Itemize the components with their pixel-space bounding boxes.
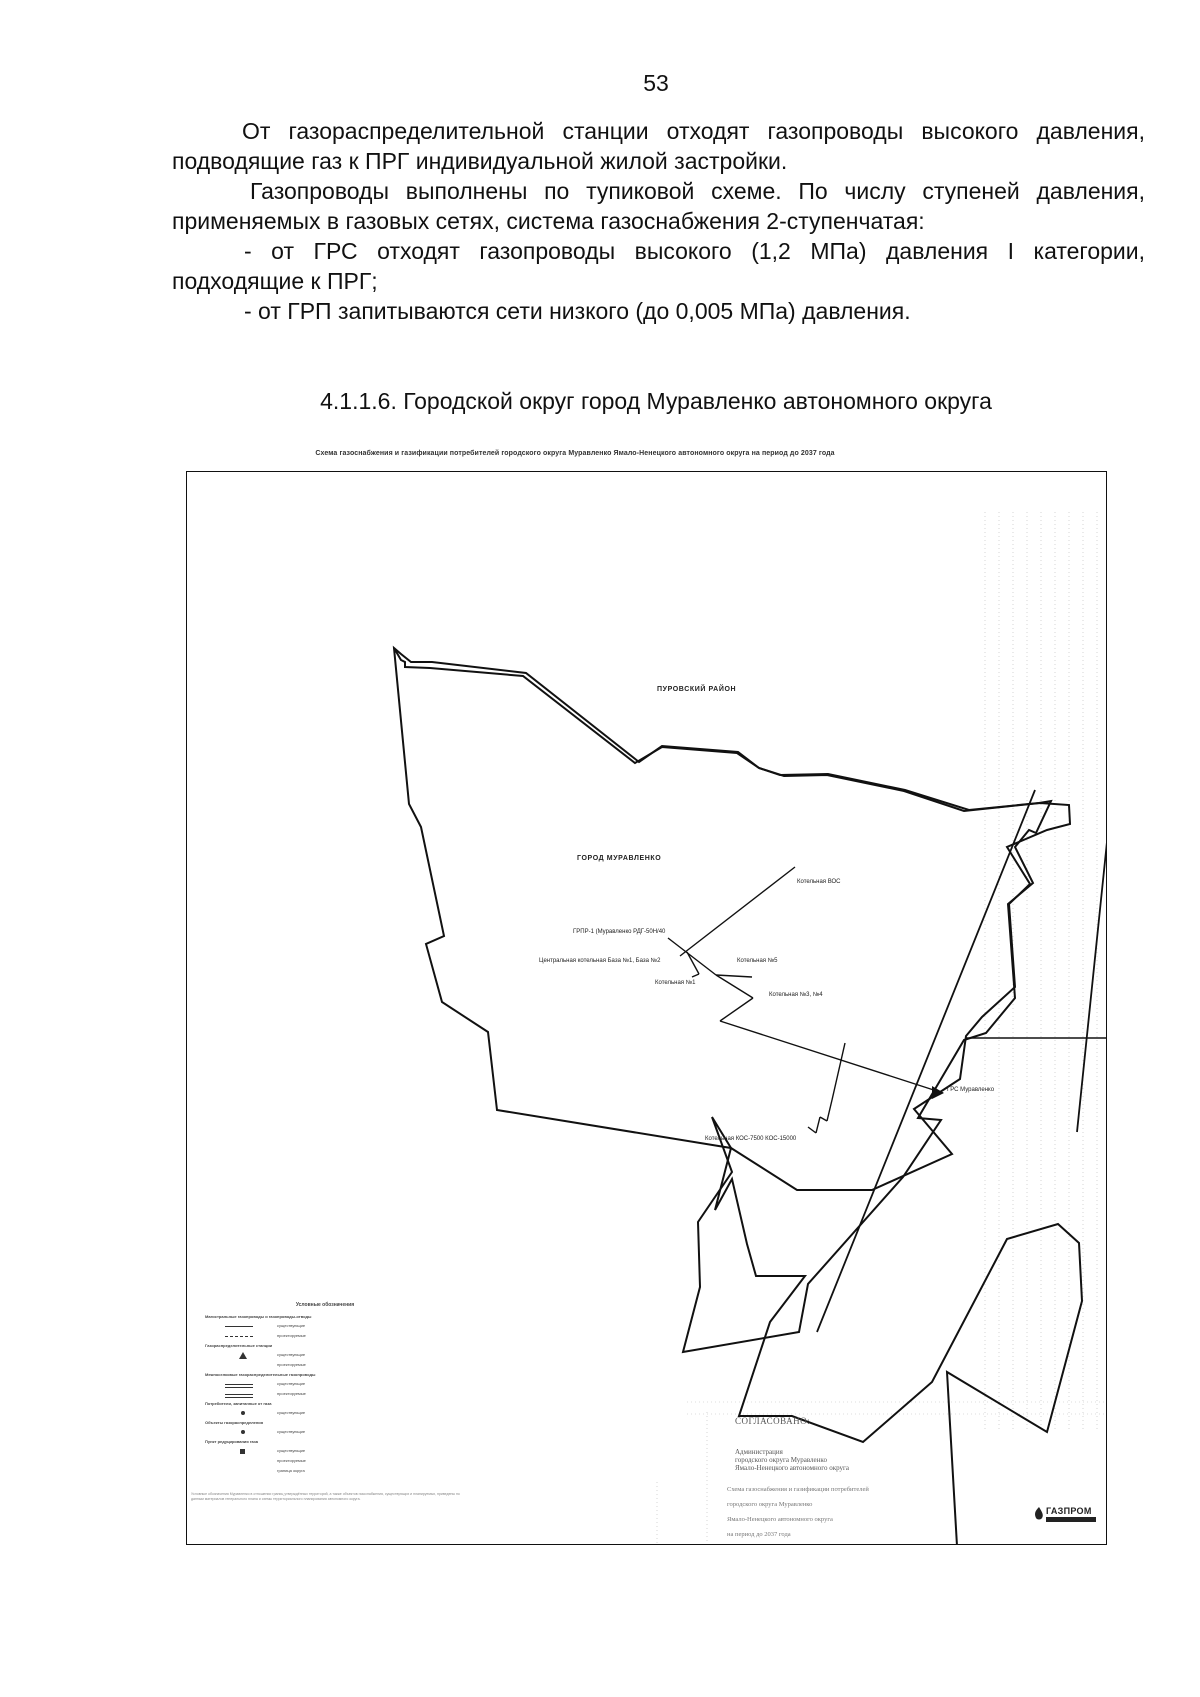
section-heading: 4.1.1.6. Городской округ город Муравленко автономного округа bbox=[320, 388, 992, 414]
legend-title: Условные обозначения bbox=[295, 1302, 355, 1308]
legend-item: проектируемые bbox=[277, 1362, 306, 1367]
map-faint-grid bbox=[657, 512, 1107, 1545]
approval-block bbox=[735, 1416, 935, 1472]
legend-caption: Пункт редуцирования газа bbox=[205, 1439, 258, 1444]
paragraph: От газораспределительной станции отходят газопроводы высокого давления, подводящие газ к ПРГ индивидуальной жилой застройки. bbox=[172, 118, 1145, 174]
map-legend bbox=[205, 1302, 445, 1478]
territory-outline bbox=[394, 648, 1051, 1352]
legend-item: существующие bbox=[277, 1381, 306, 1386]
stamp-line: на период до 2037 года bbox=[727, 1531, 791, 1538]
legend-caption: Объекты газораспределения bbox=[205, 1420, 264, 1425]
legend-item: проектируемые bbox=[277, 1458, 306, 1463]
paragraph: - от ГРП запитываются сети низкого (до 0,005 МПа) давления. bbox=[244, 298, 911, 324]
legend-item: существующие bbox=[277, 1323, 306, 1328]
boiler1-label: Котельная №1 bbox=[655, 980, 696, 986]
legend-item: существующие bbox=[277, 1410, 306, 1415]
logo-text: ГАЗПРОМ bbox=[1046, 1506, 1092, 1516]
stamp-line: Схема газоснабжения и газификации потребителей bbox=[727, 1486, 869, 1493]
flame-icon bbox=[1032, 1506, 1046, 1522]
city-boundary bbox=[394, 648, 1082, 1545]
legend-line-symbol bbox=[225, 1326, 253, 1327]
central-boiler-label: Центральная котельная База №1, База №2 bbox=[539, 958, 661, 964]
approval-line: Администрация bbox=[735, 1448, 783, 1456]
legend-square-icon bbox=[240, 1449, 245, 1454]
approval-title: СОГЛАСОВАНО: bbox=[735, 1416, 811, 1426]
grp-label: ГРПР-1 (Муравленко РДГ-50Н/40 bbox=[573, 929, 666, 935]
legend-dot-icon bbox=[241, 1411, 245, 1415]
legend-double-line-symbol bbox=[225, 1394, 253, 1398]
legend-caption: Межпоселковые газораспределительные газопроводы bbox=[205, 1372, 316, 1377]
approval-line: городского округа Муравленко bbox=[735, 1456, 827, 1464]
legend-caption: Магистральные газопроводы и газопроводы-отводы bbox=[205, 1314, 312, 1319]
map-frame bbox=[186, 471, 1107, 1545]
stamp-line: Ямало-Ненецкого автономного округа bbox=[727, 1516, 833, 1523]
main-pipeline-right-2 bbox=[1077, 832, 1107, 1132]
map-title: Схема газоснабжения и газификации потребителей городского округа Муравленко Ямало-Ненецкого автономного округа на период до 2037 года bbox=[315, 450, 835, 457]
kdc-label: Котельная КОС-7500 КОС-15000 bbox=[705, 1136, 797, 1142]
legend-item: существующие bbox=[277, 1352, 306, 1357]
legend-item: проектируемые bbox=[277, 1333, 306, 1338]
paragraph: - от ГРС отходят газопроводы высокого (1,2 МПа) давления I категории, подходящие к ПРГ; bbox=[172, 238, 1145, 294]
legend-item: существующие bbox=[277, 1429, 306, 1434]
legend-item: существующие bbox=[277, 1448, 306, 1453]
title-stamp bbox=[727, 1482, 927, 1542]
boiler-vos-label: Котельная ВОС bbox=[797, 879, 841, 885]
page-number: 53 bbox=[643, 70, 669, 96]
approval-line: Ямало-Ненецкого автономного округа bbox=[735, 1464, 850, 1472]
city-label: ГОРОД МУРАВЛЕНКО bbox=[577, 855, 662, 862]
gas-network bbox=[668, 867, 943, 1133]
legend-caption: Газораспределительные станции bbox=[205, 1343, 273, 1348]
legend-triangle-icon bbox=[239, 1352, 247, 1359]
gazprom-logo bbox=[1032, 1506, 1102, 1522]
boilers34-label: Котельная №3, №4 bbox=[769, 992, 823, 998]
legend-caption: Потребители, запитанные от газа bbox=[205, 1401, 272, 1406]
map-notes: Условные обозначения Муравленко в отношении границ утверждённых территорий, а также объектов газоснабжения, существующих и планируемых, приведены по данным материалов генерального плана и схемы территориального планирования автономного округа. bbox=[191, 1492, 460, 1501]
main-pipeline-right bbox=[817, 790, 1035, 1332]
grs-label: ГРС Муравленко bbox=[947, 1087, 995, 1093]
body-text bbox=[172, 116, 1145, 326]
legend-dot-icon bbox=[241, 1430, 245, 1434]
stamp-line: городского округа Муравленко bbox=[727, 1501, 813, 1508]
district-label: ПУРОВСКИЙ РАЙОН bbox=[657, 686, 737, 693]
legend-item: граница округа bbox=[277, 1468, 305, 1473]
legend-dash-symbol bbox=[225, 1336, 253, 1337]
boiler5-label: Котельная №5 bbox=[737, 958, 778, 964]
paragraph: Газопроводы выполнены по тупиковой схеме. По числу ступеней давления, применяемых в газовых сетях, система газоснабжения 2-ступенчатая: bbox=[172, 178, 1145, 234]
grs-marker-icon bbox=[932, 1086, 944, 1099]
logo-bar bbox=[1046, 1517, 1096, 1522]
legend-double-line-symbol bbox=[225, 1384, 253, 1388]
legend-item: проектируемые bbox=[277, 1391, 306, 1396]
